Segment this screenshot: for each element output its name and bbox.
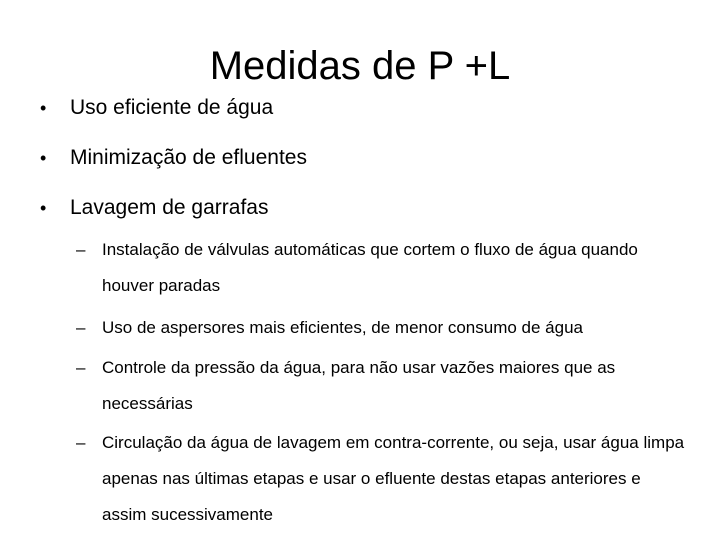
bullet-marker: • xyxy=(40,98,47,118)
sub-bullet-marker: – xyxy=(76,318,86,337)
slide-title: Medidas de P +L xyxy=(209,44,511,88)
sub-bullet-item xyxy=(76,310,686,346)
bullet-text: Minimização de efluentes xyxy=(70,146,307,169)
sub-bullet-marker: – xyxy=(76,433,86,452)
sub-bullet-marker: – xyxy=(76,240,86,259)
sub-bullet-text: Instalação de válvulas automáticas que cortem o fluxo de água quando houver paradas xyxy=(102,240,638,295)
sub-bullet-text: Controle da pressão da água, para não usar vazões maiores que as necessárias xyxy=(102,358,616,413)
sub-bullet-text: Uso de aspersores mais eficientes, de menor consumo de água xyxy=(102,318,583,337)
sub-bullet-item xyxy=(76,232,686,304)
bullet-text: Uso eficiente de água xyxy=(70,96,274,119)
sub-bullet-marker: – xyxy=(76,358,86,377)
sub-bullet-text: Circulação da água de lavagem em contra-corrente, ou seja, usar água limpa apenas nas últimas etapas e usar o efluente destas etapas anteriores e assim sucessivamente xyxy=(102,433,685,524)
sub-bullet-item xyxy=(76,425,686,533)
bullet-text: Lavagem de garrafas xyxy=(70,196,269,219)
bullet-marker: • xyxy=(40,198,47,218)
sub-bullet-item xyxy=(76,350,686,422)
bullet-marker: • xyxy=(40,148,47,168)
